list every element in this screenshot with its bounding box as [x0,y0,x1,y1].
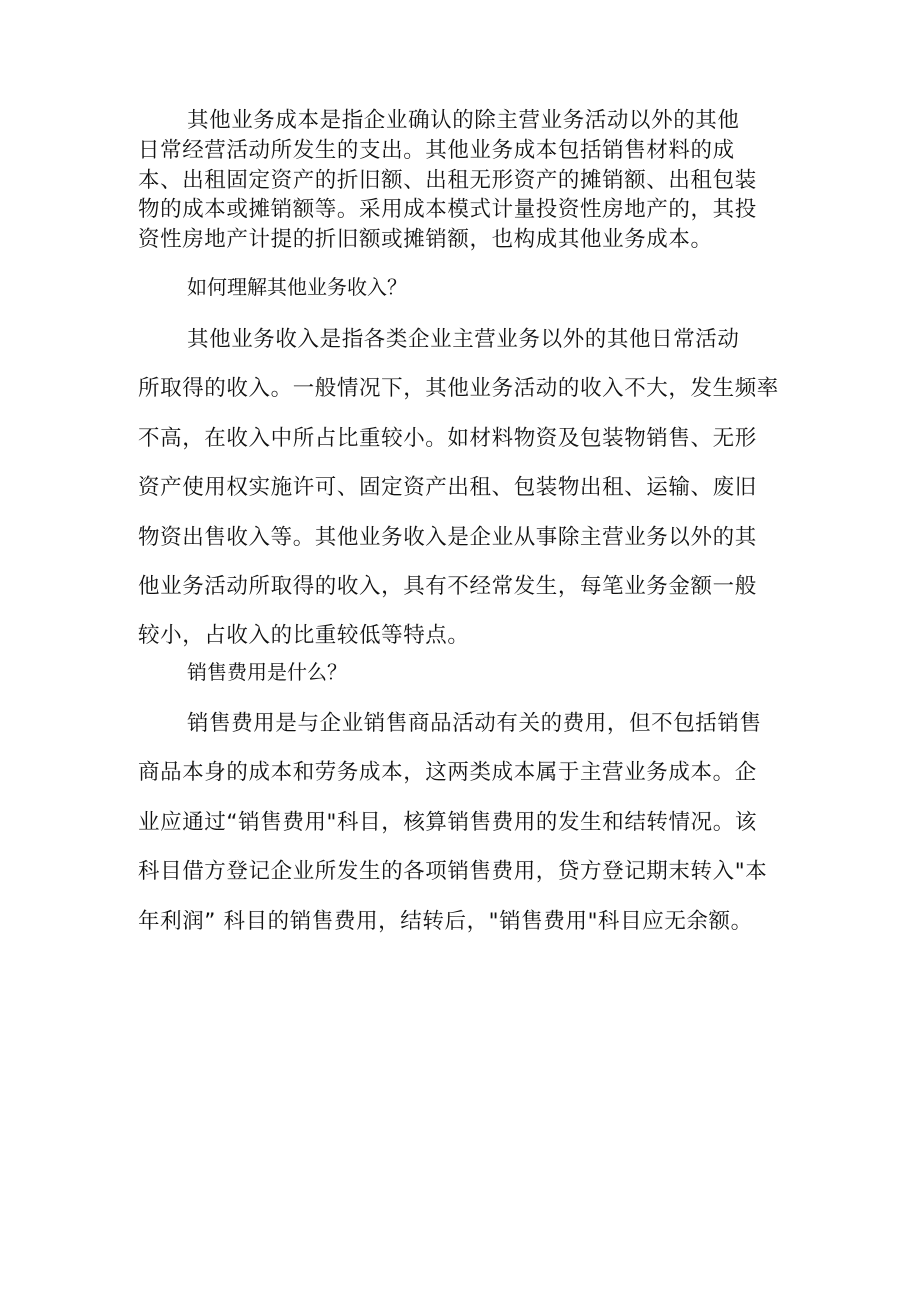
text-line: 商品本身的成本和劳务成本，这两类成本属于主营业务成本。企 [138,760,757,786]
text-line: 日常经营活动所发生的支出。其他业务成本包括销售材料的成 [138,137,735,163]
text-line: 物的成本或摊销额等。采用成本模式计量投资性房地产的，其投 [138,197,757,223]
question-heading-sales-expense: 销售费用是什么？ [187,660,347,684]
text-line: 所取得的收入。一般情况下，其他业务活动的收入不大，发生频率 [138,376,779,402]
text-line: 资产使用权实施许可、固定资产出租、包装物出租、运输、废旧 [138,475,757,501]
paragraph-sales-expense [138,699,767,946]
text-line: 不高，在收入中所占比重较小。如材料物资及包装物销售、无形 [138,425,757,451]
text-line: 资性房地产计提的折旧额或摊销额，也构成其他业务成本。 [138,227,713,253]
text-line: 本、出租固定资产的折旧额、出租无形资产的摊销额、出租包装 [138,167,757,193]
paragraph-other-business-income [138,315,779,661]
text-line: 销售费用是与企业销售商品活动有关的费用，但不包括销售 [187,711,762,736]
text-line: 其他业务收入是指各类企业主营业务以外的其他日常活动 [187,327,740,352]
text-line: 其他业务成本是指企业确认的除主营业务活动以外的其他 [187,108,740,133]
paragraph-other-business-cost [138,106,757,255]
text-line: 科目借方登记企业所发生的各项销售费用，贷方登记期末转入"本 [138,859,768,885]
text-line: 物资出售收入等。其他业务收入是企业从事除主营业务以外的其 [138,524,757,550]
text-line: 年利润” 科目的销售费用，结转后，"销售费用"科目应无余额。 [138,908,753,934]
question-heading-income: 如何理解其他业务收入？ [187,275,407,299]
text-line: 较小，占收入的比重较低等特点。 [138,623,470,649]
text-line: 业应通过“销售费用"科目，核算销售费用的发生和结转情况。该 [138,809,757,835]
text-line: 他业务活动所取得的收入，具有不经常发生，每笔业务金额一般 [138,574,757,600]
